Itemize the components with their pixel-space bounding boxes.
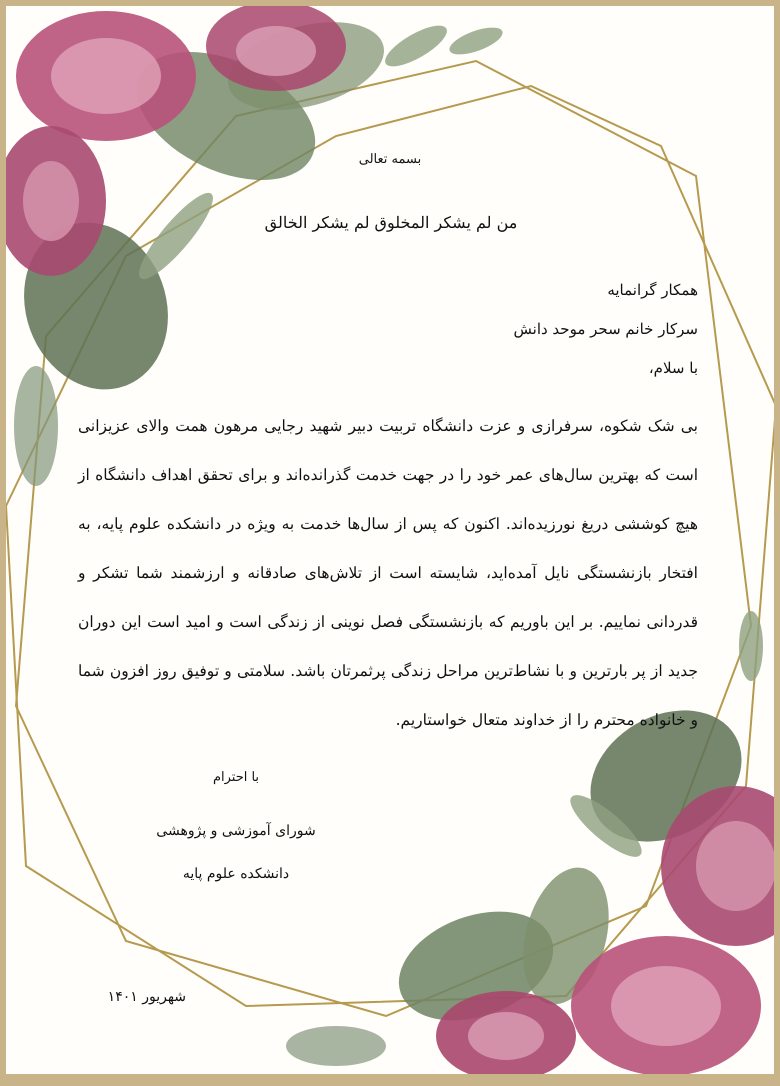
salutation: با سلام، [648, 359, 698, 377]
signature-council: شورای آموزشی و پژوهشی [156, 823, 316, 839]
letter-body: بی شک شکوه، سرفرازی و عزت دانشگاه تربیت دبیر شهید رجایی مرهون همت والای عزیزانی است که بهترین سال‌های عمر خود را در جهت خدمت گذرانده‌اند و برای تحقق اهداف دانشگاه از هیچ کوششی دریغ نورزیده‌اند. اکنون که پس از سال‌ها خدمت به ویژه در دانشکده علوم پایه، به افتخار بازنشستگی نایل آمده‌اید، شایسته است از تلاش‌های صادقانه و ارزشمند شما تشکر و قدردانی نماییم. بر این باوریم که بازنشستگی فصل نوینی از زندگی است و امید است این دوران جدید از پر بارترین و با نشاط‌ترین مراحل زندگی پرثمرتان باشد. سلامتی و توفیق روز افزون شما و خانواده محترم را از خداوند متعال خواستاریم. [78, 417, 698, 729]
certificate-page [6, 6, 774, 1074]
quote-heading: من لم یشکر المخلوق لم یشکر الخالق [264, 213, 518, 232]
date: شهریور ۱۴۰۱ [107, 989, 186, 1005]
recipient-name: سرکار خانم سحر موحد دانش [513, 320, 698, 338]
recipient-title: همکار گرانمایه [607, 281, 698, 299]
signature-faculty: دانشکده علوم پایه [182, 866, 290, 882]
closing: با احترام [212, 770, 260, 785]
basmala-heading: بسمه تعالی [358, 152, 422, 167]
